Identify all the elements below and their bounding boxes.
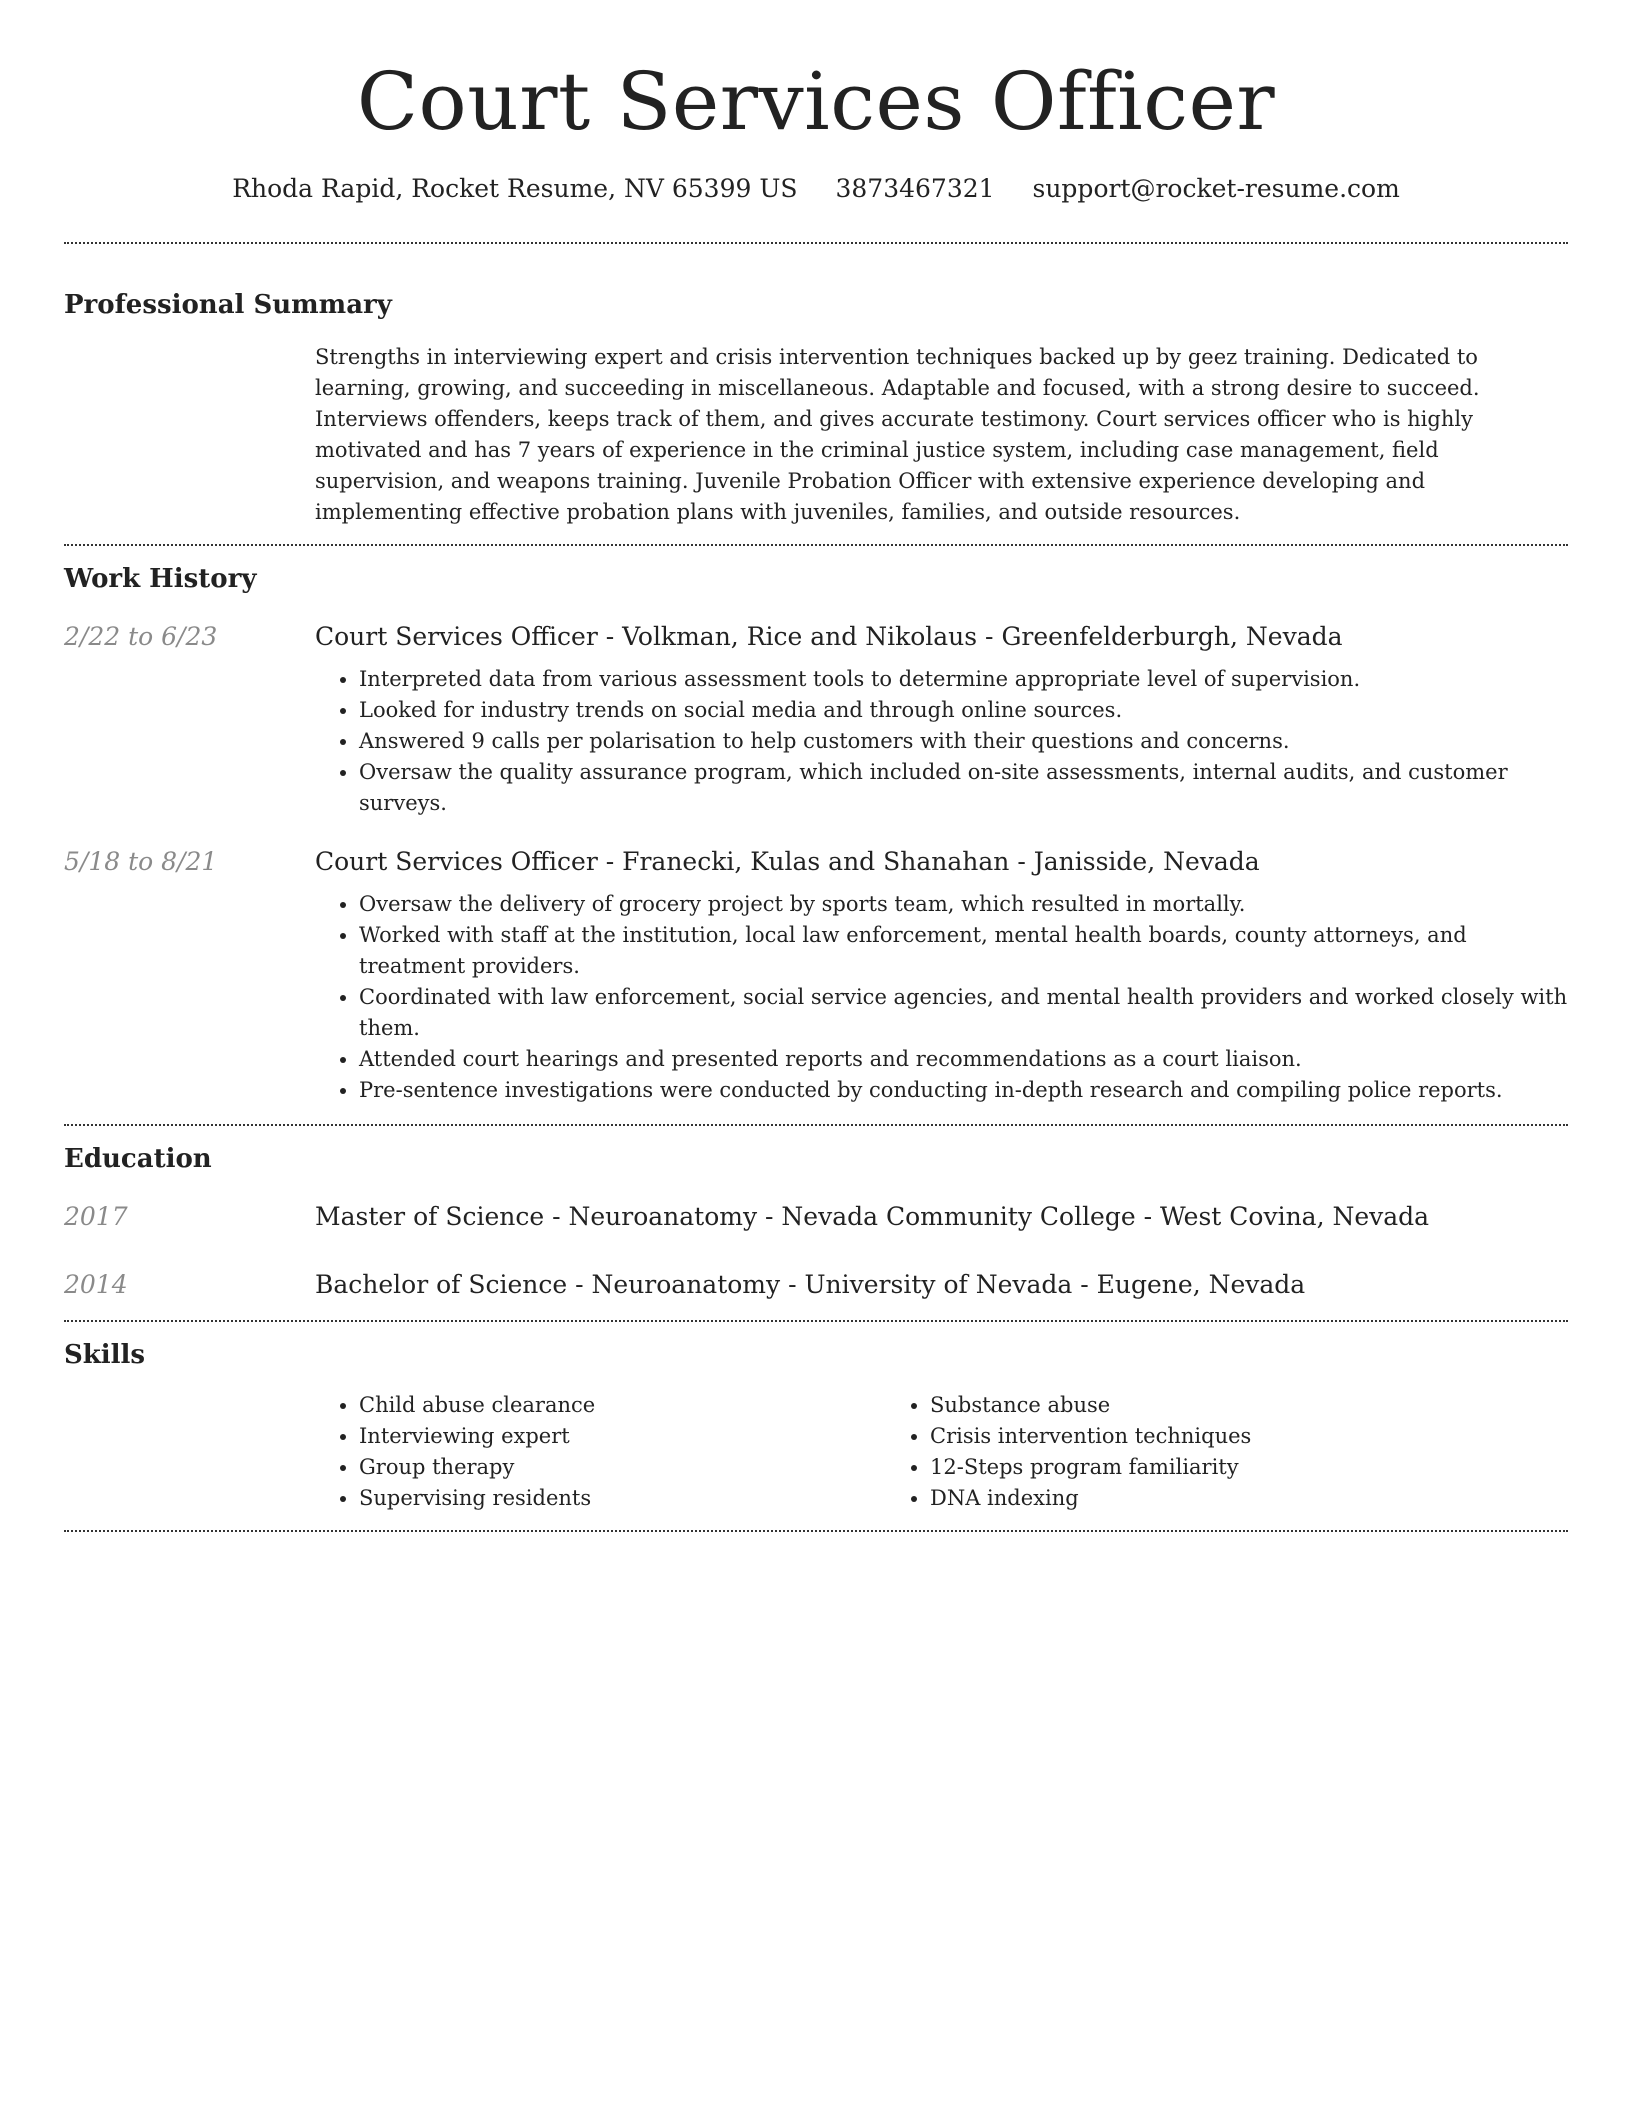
contact-line [64, 172, 1568, 206]
skills-list [315, 1390, 1568, 1514]
divider [64, 242, 1568, 244]
skill-item: • Interviewing expert [359, 1421, 886, 1452]
education-year: 2017 [64, 1202, 128, 1231]
education-entry [64, 1268, 1568, 1302]
job-bullet: • Answered 9 calls per polarisation to help customers with their questions and concerns. [359, 726, 1568, 757]
skill-item: • Supervising residents [359, 1483, 886, 1514]
job-dates: 2/22 to 6/23 [64, 622, 218, 651]
skill-item: • Group therapy [359, 1452, 886, 1483]
job-bullet: • Worked with staff at the institution, local law enforcement, mental health boards, county attorneys, and treatment providers. [359, 920, 1568, 982]
skill-item: • DNA indexing [930, 1483, 1568, 1514]
work-history-heading: Work History [64, 564, 257, 594]
job-bullet: • Interpreted data from various assessment tools to determine appropriate level of supervision. [359, 664, 1568, 695]
job-bullet: • Oversaw the delivery of grocery project by sports team, which resulted in mortally. [359, 889, 1568, 920]
skill-item: • Substance abuse [930, 1390, 1568, 1421]
job-bullet: • Attended court hearings and presented reports and recommendations as a court liaison. [359, 1044, 1568, 1075]
job-entry [64, 845, 1568, 1106]
resume-title: Court Services Officer [356, 55, 1276, 148]
skill-item: • Child abuse clearance [359, 1390, 886, 1421]
job-bullets [315, 889, 1568, 1106]
job-bullet: • Pre-sentence investigations were conducted by conducting in-depth research and compiling police reports. [359, 1075, 1568, 1106]
summary-text: Strengths in interviewing expert and crisis intervention techniques backed up by geez training. Dedicated to learning, growing, and succeeding in miscellaneous. Adaptable and focused, with a strong desire to succeed. Interviews offenders, keeps track of them, and gives accurate testimony. Court services officer who is highly motivated and has 7 years of experience in the criminal justice system, including case management, field supervision, and weapons training. Juvenile Probation Officer with extensive experience developing and implementing effective probation plans with juveniles, families, and outside resources. [315, 345, 1480, 524]
job-bullet: • Looked for industry trends on social media and through online sources. [359, 695, 1568, 726]
contact-email: support@rocket-resume.com [1032, 174, 1400, 203]
education-title: Bachelor of Science - Neuroanatomy - University of Nevada - Eugene, Nevada [315, 1270, 1306, 1299]
divider [64, 1124, 1568, 1126]
skill-item: • Crisis intervention techniques [930, 1421, 1568, 1452]
education-title: Master of Science - Neuroanatomy - Nevada Community College - West Covina, Nevada [315, 1202, 1430, 1231]
divider [64, 1530, 1568, 1532]
job-bullet: • Oversaw the quality assurance program, which included on-site assessments, internal audits, and customer surveys. [359, 757, 1568, 819]
skill-item: • 12-Steps program familiarity [930, 1452, 1568, 1483]
job-dates: 5/18 to 8/21 [64, 847, 218, 876]
contact-address: Rhoda Rapid, Rocket Resume, NV 65399 US [232, 174, 798, 203]
divider [64, 1320, 1568, 1322]
job-bullets [315, 664, 1568, 819]
skills-column-left [315, 1390, 886, 1514]
job-bullet: • Coordinated with law enforcement, social service agencies, and mental health providers and worked closely with them. [359, 982, 1568, 1044]
education-year: 2014 [64, 1270, 128, 1299]
skills-heading: Skills [64, 1340, 146, 1370]
education-entry [64, 1200, 1568, 1234]
divider [64, 544, 1568, 546]
education-heading: Education [64, 1144, 212, 1174]
job-title: Court Services Officer - Franecki, Kulas and Shanahan - Janisside, Nevada [315, 847, 1260, 876]
job-title: Court Services Officer - Volkman, Rice and Nikolaus - Greenfelderburgh, Nevada [315, 622, 1343, 651]
summary-heading: Professional Summary [64, 290, 392, 320]
skills-column-right [886, 1390, 1568, 1514]
contact-phone: 3873467321 [835, 174, 995, 203]
job-entry [64, 620, 1568, 819]
